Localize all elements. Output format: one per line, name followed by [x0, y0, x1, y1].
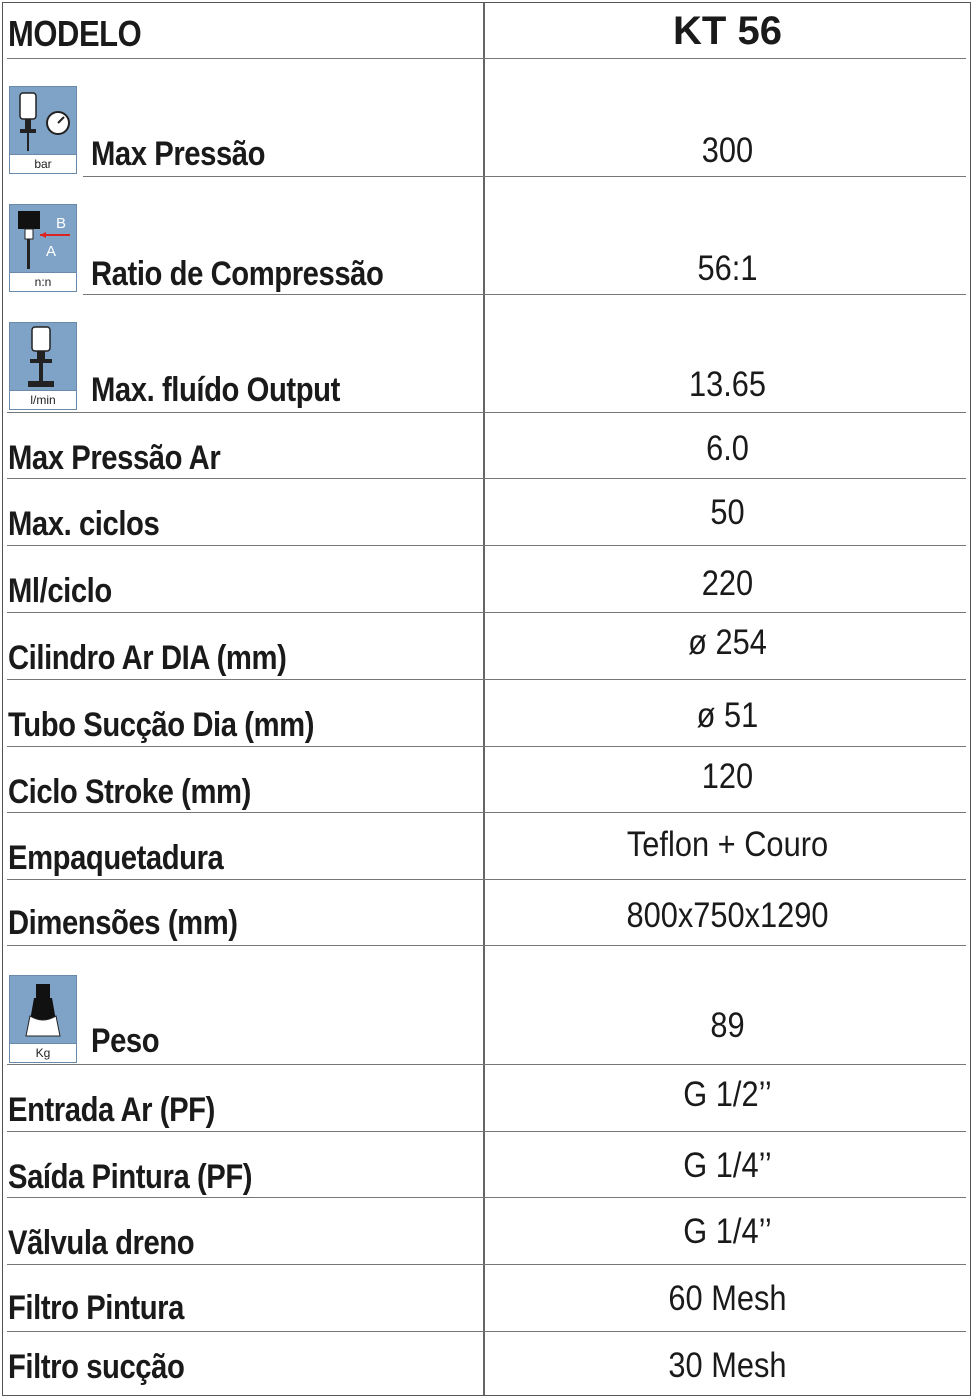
spec-value: 300	[701, 131, 754, 170]
spec-value: Teflon + Couro	[626, 825, 829, 864]
table-row-weight	[3, 946, 970, 1065]
spec-value: G 1/4’’	[683, 1212, 772, 1251]
unit-label: n:n	[10, 272, 76, 291]
spec-label: Dimensões (mm)	[8, 904, 238, 942]
unit-label: Kg	[10, 1043, 76, 1062]
spec-value: 56:1	[697, 249, 758, 288]
spec-label: Filtro Pintura	[8, 1289, 184, 1327]
spec-value: 220	[701, 564, 754, 603]
spec-value: 800x750x1290	[626, 896, 829, 935]
spec-value: 6.0	[706, 429, 749, 468]
table-row	[3, 1198, 970, 1265]
spec-label: Max. fluído Output	[91, 371, 340, 409]
unit-label: bar	[10, 154, 76, 173]
spec-value: G 1/4’’	[683, 1146, 772, 1185]
spec-label: Max. ciclos	[8, 505, 160, 543]
spec-label: Tubo Sucção Dia (mm)	[8, 706, 315, 744]
spec-value: ø 51	[696, 696, 759, 735]
table-row	[3, 680, 970, 747]
spec-label: Ml/ciclo	[8, 572, 112, 610]
table-row	[3, 880, 970, 946]
table-row	[3, 1065, 970, 1132]
spec-value: G 1/2’’	[683, 1075, 772, 1114]
table-row	[3, 747, 970, 813]
spec-label: Max Pressão Ar	[8, 439, 221, 477]
weight-icon	[9, 975, 77, 1063]
spec-label: Saída Pintura (PF)	[8, 1158, 253, 1196]
spec-label: Entrada Ar (PF)	[8, 1091, 215, 1129]
spec-value: 30 Mesh	[668, 1346, 787, 1385]
table-header-row	[3, 3, 970, 59]
spec-label: Ciclo Stroke (mm)	[8, 773, 251, 811]
fluid-output-icon	[9, 322, 77, 410]
icon-letter-b: B	[56, 215, 67, 232]
spec-value: 60 Mesh	[668, 1279, 787, 1318]
spec-value: 120	[701, 757, 754, 796]
table-row	[3, 479, 970, 546]
icon-letter-a: A	[46, 243, 57, 260]
spec-value: 50	[710, 493, 745, 532]
spec-value: ø 254	[688, 623, 767, 662]
table-row-compression-ratio	[3, 177, 970, 295]
spec-label: Max Pressão	[91, 135, 266, 173]
table-row	[3, 1265, 970, 1332]
table-row	[3, 1332, 970, 1396]
spec-label: Cilindro Ar DIA (mm)	[8, 639, 287, 677]
table-row	[3, 1132, 970, 1198]
spec-label: Peso	[91, 1022, 160, 1060]
spec-label: Filtro sucção	[8, 1348, 185, 1386]
table-row	[3, 546, 970, 613]
table-row	[3, 813, 970, 880]
spec-label: Ratio de Compressão	[91, 255, 384, 293]
table-row-fluid-output	[3, 295, 970, 413]
table-row	[3, 613, 970, 680]
pressure-gauge-icon	[9, 86, 77, 174]
model-header-label: MODELO	[8, 13, 142, 54]
model-name: KT 56	[673, 9, 782, 53]
spec-table	[2, 2, 971, 1396]
spec-value: 89	[710, 1006, 745, 1045]
table-row	[3, 413, 970, 479]
compression-ratio-icon	[9, 204, 77, 292]
spec-label: Empaquetadura	[8, 839, 224, 877]
unit-label: l/min	[10, 390, 76, 409]
spec-value: 13.65	[688, 365, 767, 404]
spec-label: Vãlvula dreno	[8, 1224, 195, 1262]
table-row-max-pressure	[3, 59, 970, 177]
